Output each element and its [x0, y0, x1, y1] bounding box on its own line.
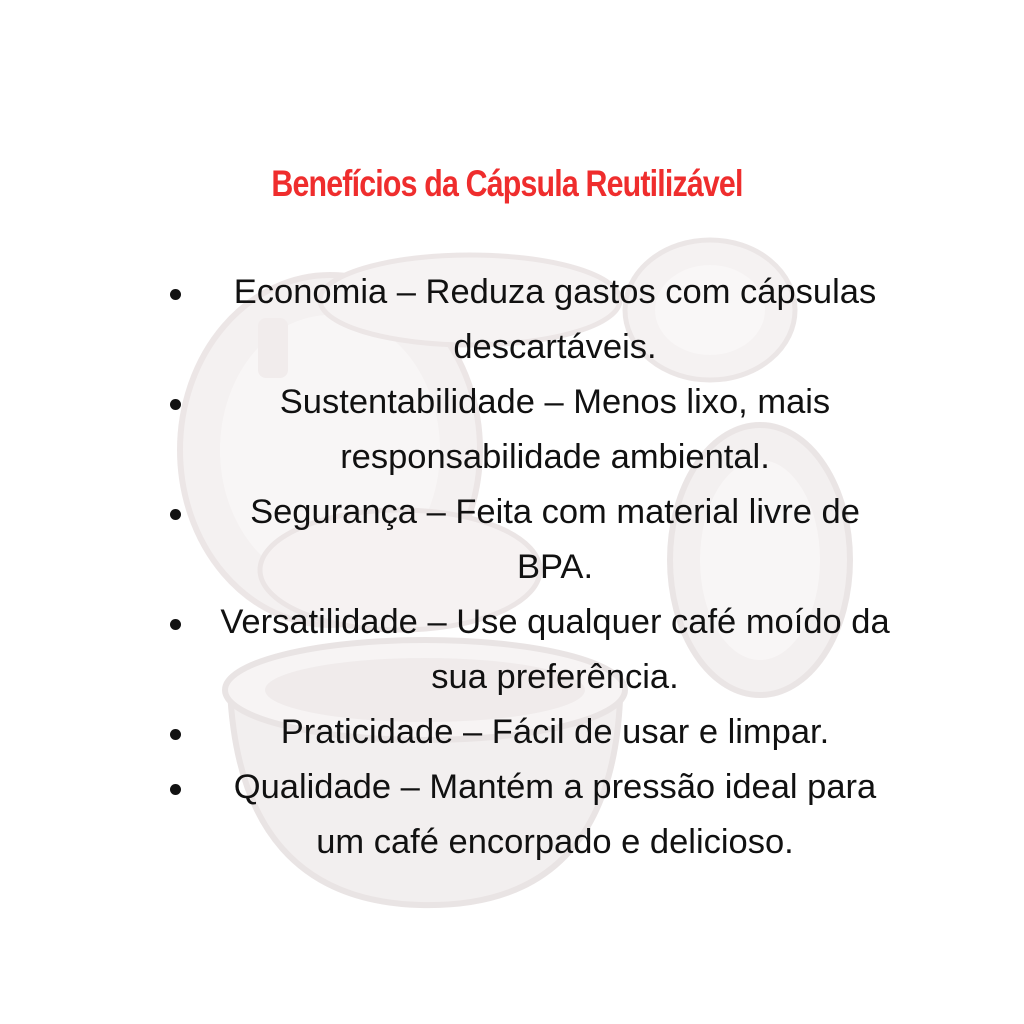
benefit-item-seguranca — [150, 485, 890, 595]
page-title: Benefícios da Cápsula Reutilizável — [271, 163, 743, 204]
benefit-text: Qualidade – Mantém a pressão ideal para um café encorpado e delicioso. — [233, 768, 877, 861]
benefit-item-qualidade — [150, 760, 890, 870]
benefit-text: Versatilidade – Use qualquer café moído da sua preferência. — [220, 603, 890, 696]
benefit-text: Sustentabilidade – Menos lixo, mais responsabilidade ambiental. — [279, 383, 831, 476]
bullet-icon — [170, 289, 181, 300]
benefit-item-praticidade — [150, 705, 890, 760]
benefit-item-versatilidade — [150, 595, 890, 705]
benefit-item-economia — [150, 265, 890, 375]
bullet-icon — [170, 509, 181, 520]
benefits-list — [150, 265, 890, 870]
bullet-icon — [170, 729, 181, 740]
bullet-icon — [170, 784, 181, 795]
benefit-text: Economia – Reduza gastos com cápsulas descartáveis. — [233, 273, 877, 366]
benefit-text: Praticidade – Fácil de usar e limpar. — [280, 713, 830, 751]
benefit-text: Segurança – Feita com material livre de BPA. — [250, 493, 860, 586]
benefit-item-sustentabilidade — [150, 375, 890, 485]
bullet-icon — [170, 619, 181, 630]
bullet-icon — [170, 399, 181, 410]
